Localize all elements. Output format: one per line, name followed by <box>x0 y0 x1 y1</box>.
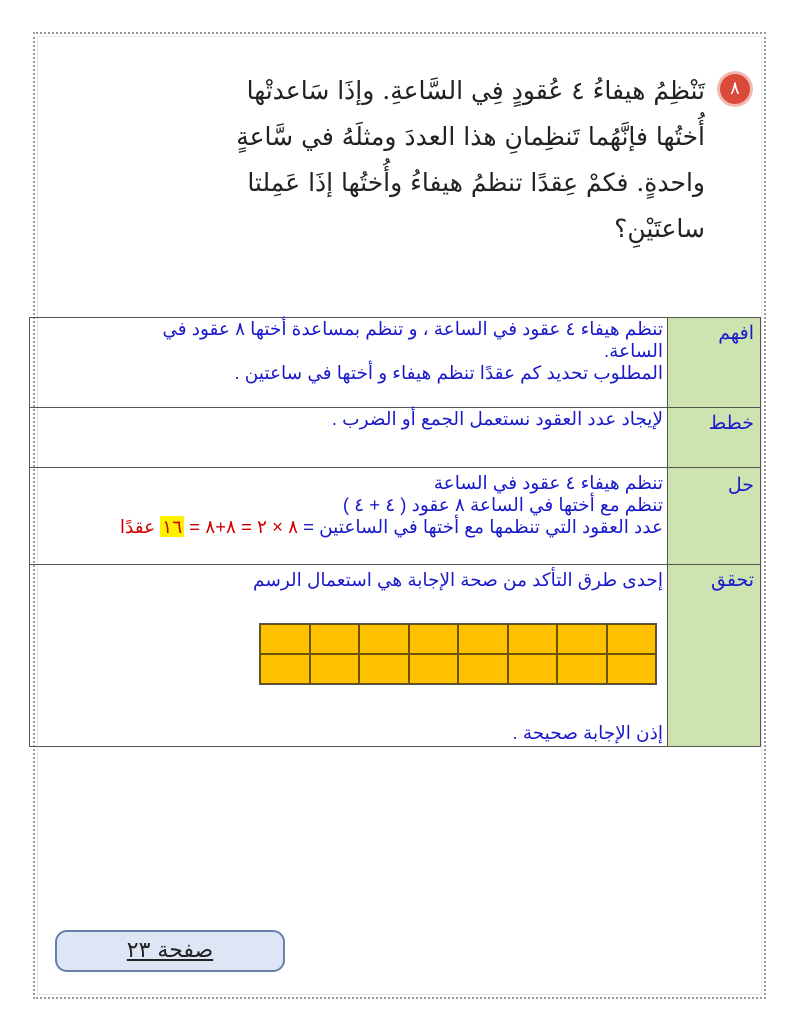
understand-line-1: تنظم هيفاء ٤ عقود في الساعة ، و تنظم بمساعدة أختها ٨ عقود في <box>162 318 663 339</box>
understand-body <box>30 318 668 408</box>
grid-cell <box>557 654 607 684</box>
grid-cell <box>310 624 360 654</box>
grid-cell <box>458 654 508 684</box>
grid-cell <box>359 624 409 654</box>
solve-line-1: تنظم هيفاء ٤ عقود في الساعة <box>433 472 663 493</box>
question-number-badge: ٨ <box>720 74 750 104</box>
solve-label: حل <box>668 468 761 565</box>
grid-cell <box>409 624 459 654</box>
solve-line-3-prefix: عدد العقود التي تنظمها مع أختها في الساعتين = <box>298 516 663 537</box>
question-block <box>236 68 740 252</box>
solve-answer-unit: عقدًا <box>119 516 161 537</box>
verify-body <box>30 565 668 747</box>
solve-answer: ١٦ <box>162 516 183 537</box>
question-line-2: أُختُها فإنَّهُما تَنظِمانِ هذا العددَ ومثلَهُ في سَّاعةٍ <box>236 122 705 151</box>
page-number-badge <box>55 930 285 972</box>
understand-row <box>30 318 761 408</box>
solve-line-2: تنظم مع أختها في الساعة ٨ عقود ( ٤ + ٤ ) <box>342 494 663 515</box>
verify-line-1: إحدى طرق التأكد من صحة الإجابة هي استعمال الرسم <box>253 569 663 590</box>
plan-label: خطط <box>668 408 761 468</box>
verify-conclusion: إذن الإجابة صحيحة . <box>512 722 663 743</box>
plan-body <box>30 408 668 468</box>
question-line-1: تَنْظِمُ هيفاءُ ٤ عُقودٍ فِي السَّاعةِ. وإذَا سَاعدتْها <box>246 76 705 105</box>
question-line-3: واحدةٍ. فكمْ عِقدًا تنظمُ هيفاءُ وأُختُها إذَا عَمِلتا <box>247 168 705 197</box>
verify-grid-drawing <box>259 623 657 685</box>
understand-label: افهم <box>668 318 761 408</box>
grid-cell <box>310 654 360 684</box>
solve-row <box>30 468 761 565</box>
page-number-label: صفحة ٢٣ <box>126 938 214 963</box>
grid-cell <box>557 624 607 654</box>
solve-body <box>30 468 668 565</box>
understand-line-3: المطلوب تحديد كم عقدًا تنظم هيفاء و أختها في ساعتين . <box>234 362 663 383</box>
grid-cell <box>508 654 558 684</box>
solve-line-3 <box>30 516 663 538</box>
question-line-4: ساعتَيْنِ؟ <box>614 214 705 243</box>
grid-cell <box>260 654 310 684</box>
solve-equation: ٨ × ٢ = ٨+٨ = <box>184 516 298 537</box>
problem-solving-table <box>29 317 761 747</box>
grid-cell <box>359 654 409 684</box>
grid-cell <box>508 624 558 654</box>
plan-row <box>30 408 761 468</box>
verify-label: تحقق <box>668 565 761 747</box>
grid-cell <box>260 624 310 654</box>
grid-cell <box>458 624 508 654</box>
grid-cell <box>607 624 657 654</box>
understand-line-2: الساعة. <box>603 340 663 361</box>
plan-line: لإيجاد عدد العقود نستعمل الجمع أو الضرب . <box>331 408 663 429</box>
verify-row <box>30 565 761 747</box>
grid-cell <box>607 654 657 684</box>
grid-cell <box>409 654 459 684</box>
